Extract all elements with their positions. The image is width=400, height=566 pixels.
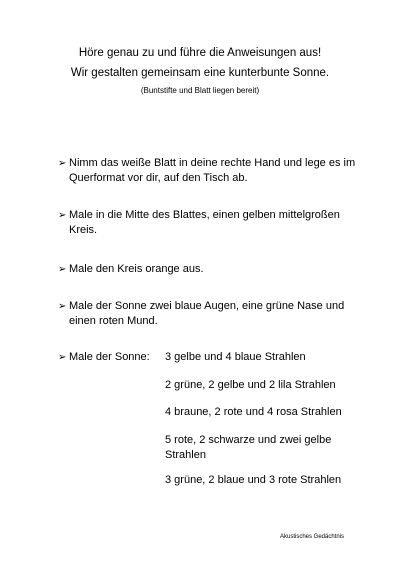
arrow-bullet-icon: ➢ (58, 158, 67, 169)
sun-rays-label: Male der Sonne: (69, 351, 150, 363)
footer-label: Akustisches Gedächtnis (280, 534, 345, 540)
ray-item: 3 grüne, 2 blaue und 3 rote Strahlen (165, 474, 342, 486)
ray-item: 3 gelbe und 4 blaue Strahlen (165, 351, 306, 363)
arrow-bullet-icon: ➢ (58, 301, 67, 312)
ray-item: 2 grüne, 2 gelbe und 2 lila Strahlen (165, 379, 336, 391)
instruction-text: Male in die Mitte des Blattes, einen gelben mittelgroßen Kreis. (69, 209, 340, 236)
instruction-text: Male der Sonne zwei blaue Augen, eine grüne Nase und einen roten Mund. (69, 300, 345, 327)
arrow-bullet-icon: ➢ (58, 210, 67, 221)
heading-instruction: Höre genau zu und führe die Anweisungen aus! (78, 47, 322, 59)
instruction-text: Nimm das weiße Blatt in deine rechte Hand und lege es im Querformat vor dir, auf den Tisch ab. (69, 157, 356, 184)
arrow-bullet-icon: ➢ (58, 352, 67, 363)
arrow-bullet-icon: ➢ (58, 264, 67, 275)
materials-note: (Buntstifte und Blatt liegen bereit) (140, 86, 260, 95)
instruction-text: Male den Kreis orange aus. (69, 263, 204, 275)
ray-item: 4 braune, 2 rote und 4 rosa Strahlen (165, 406, 342, 418)
ray-item: 5 rote, 2 schwarze und zwei gelbe Strahlen (165, 434, 332, 461)
heading-subtitle: Wir gestalten gemeinsam eine kunterbunte Sonne. (70, 67, 330, 79)
